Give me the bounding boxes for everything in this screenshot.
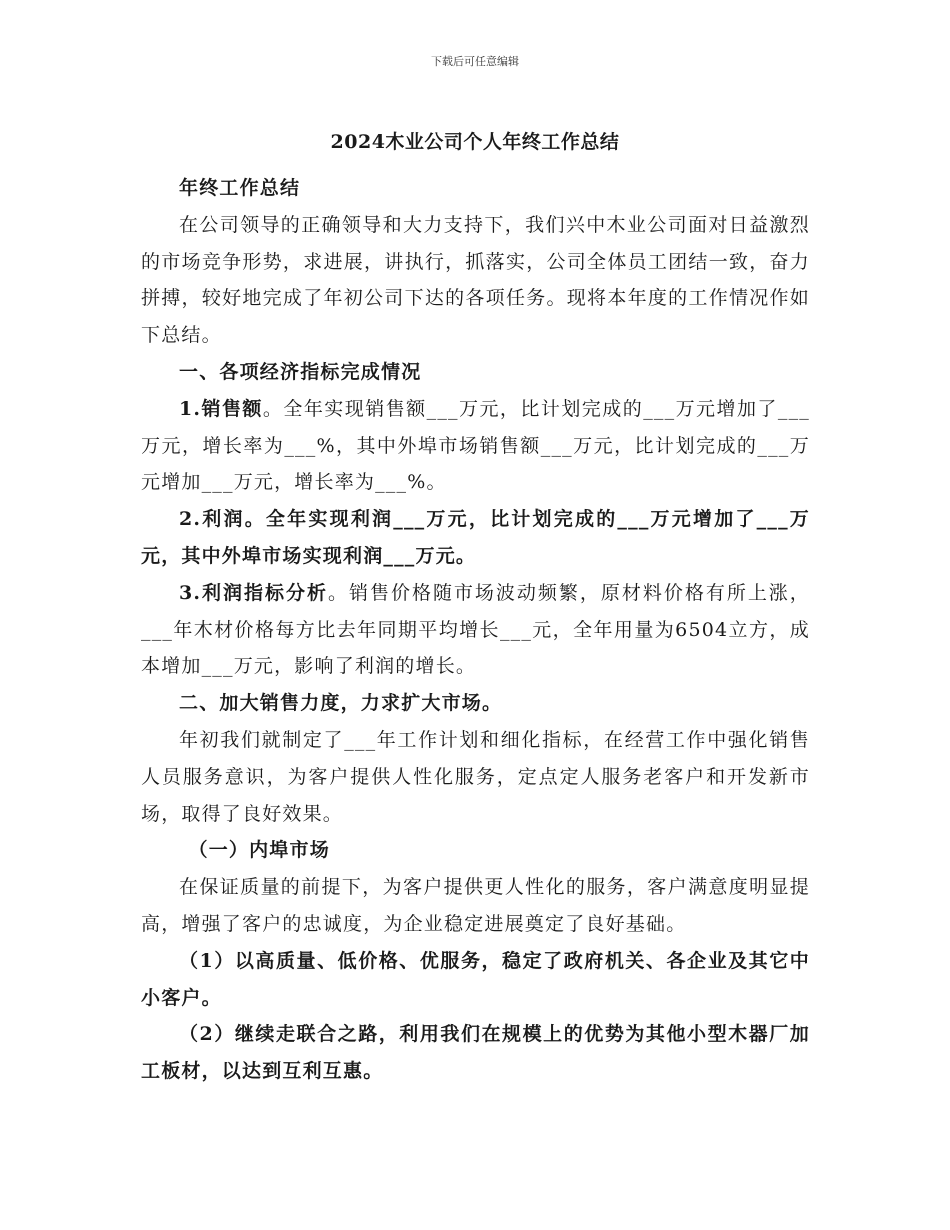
- item3-text: 。销售价格随市场波动频繁，原材料价格有所上涨，___年木材价格每方比去年同期平均增长___元，全年用量为6504立方，成本增加___万元，影响了利润的增长。: [141, 581, 810, 678]
- document-title: 2024木业公司个人年终工作总结: [330, 131, 620, 153]
- section1-item1: [141, 391, 810, 501]
- item3-label: 3.利润指标分析: [179, 581, 328, 604]
- main-heading: 年终工作总结: [179, 177, 301, 199]
- section1-item2: 2.利润。全年实现利润___万元，比计划完成的___万元增加了___万元，其中外埠市场实现利润___万元。: [141, 508, 810, 567]
- section2-point1: （1）以高质量、低价格、优服务，稳定了政府机关、各企业及其它中小客户。: [141, 949, 810, 1009]
- section2-intro: 年初我们就制定了___年工作计划和细化指标，在经营工作中强化销售人员服务意识，为客户提供人性化服务，定点定人服务老客户和开发新市场，取得了良好效果。: [141, 728, 810, 825]
- page-header-note: 下载后可任意编辑: [431, 55, 519, 68]
- item1-label: 1.销售额: [179, 397, 263, 420]
- section2-heading: 二、加大销售力度，力求扩大市场。: [179, 692, 503, 715]
- section1-heading: 一、各项经济指标完成情况: [179, 360, 422, 383]
- intro-paragraph: 在公司领导的正确领导和大力支持下，我们兴中木业公司面对日益激烈的市场竞争形势，求进展，讲执行，抓落实，公司全体员工团结一致，奋力拼搏，较好地完成了年初公司下达的各项任务。现将本年度的工作情况作如下总结。: [141, 213, 810, 347]
- section2-sub1-text: 在保证质量的前提下，为客户提供更人性化的服务，客户满意度明显提高，增强了客户的忠诚度，为企业稳定进展奠定了良好基础。: [141, 876, 810, 935]
- document-body: [141, 170, 810, 1090]
- section1-item3: [141, 575, 810, 685]
- section2-sub1-heading: （一）内埠市场: [188, 839, 330, 862]
- section2-point2: （2）继续走联合之路，利用我们在规模上的优势为其他小型木器厂加工板材，以达到互利互惠。: [141, 1023, 810, 1083]
- item1-text: 。全年实现销售额___万元，比计划完成的___万元增加了___万元，增长率为___%，其中外埠市场销售额___万元，比计划完成的___万元增加___万元，增长率为___%。: [141, 397, 810, 494]
